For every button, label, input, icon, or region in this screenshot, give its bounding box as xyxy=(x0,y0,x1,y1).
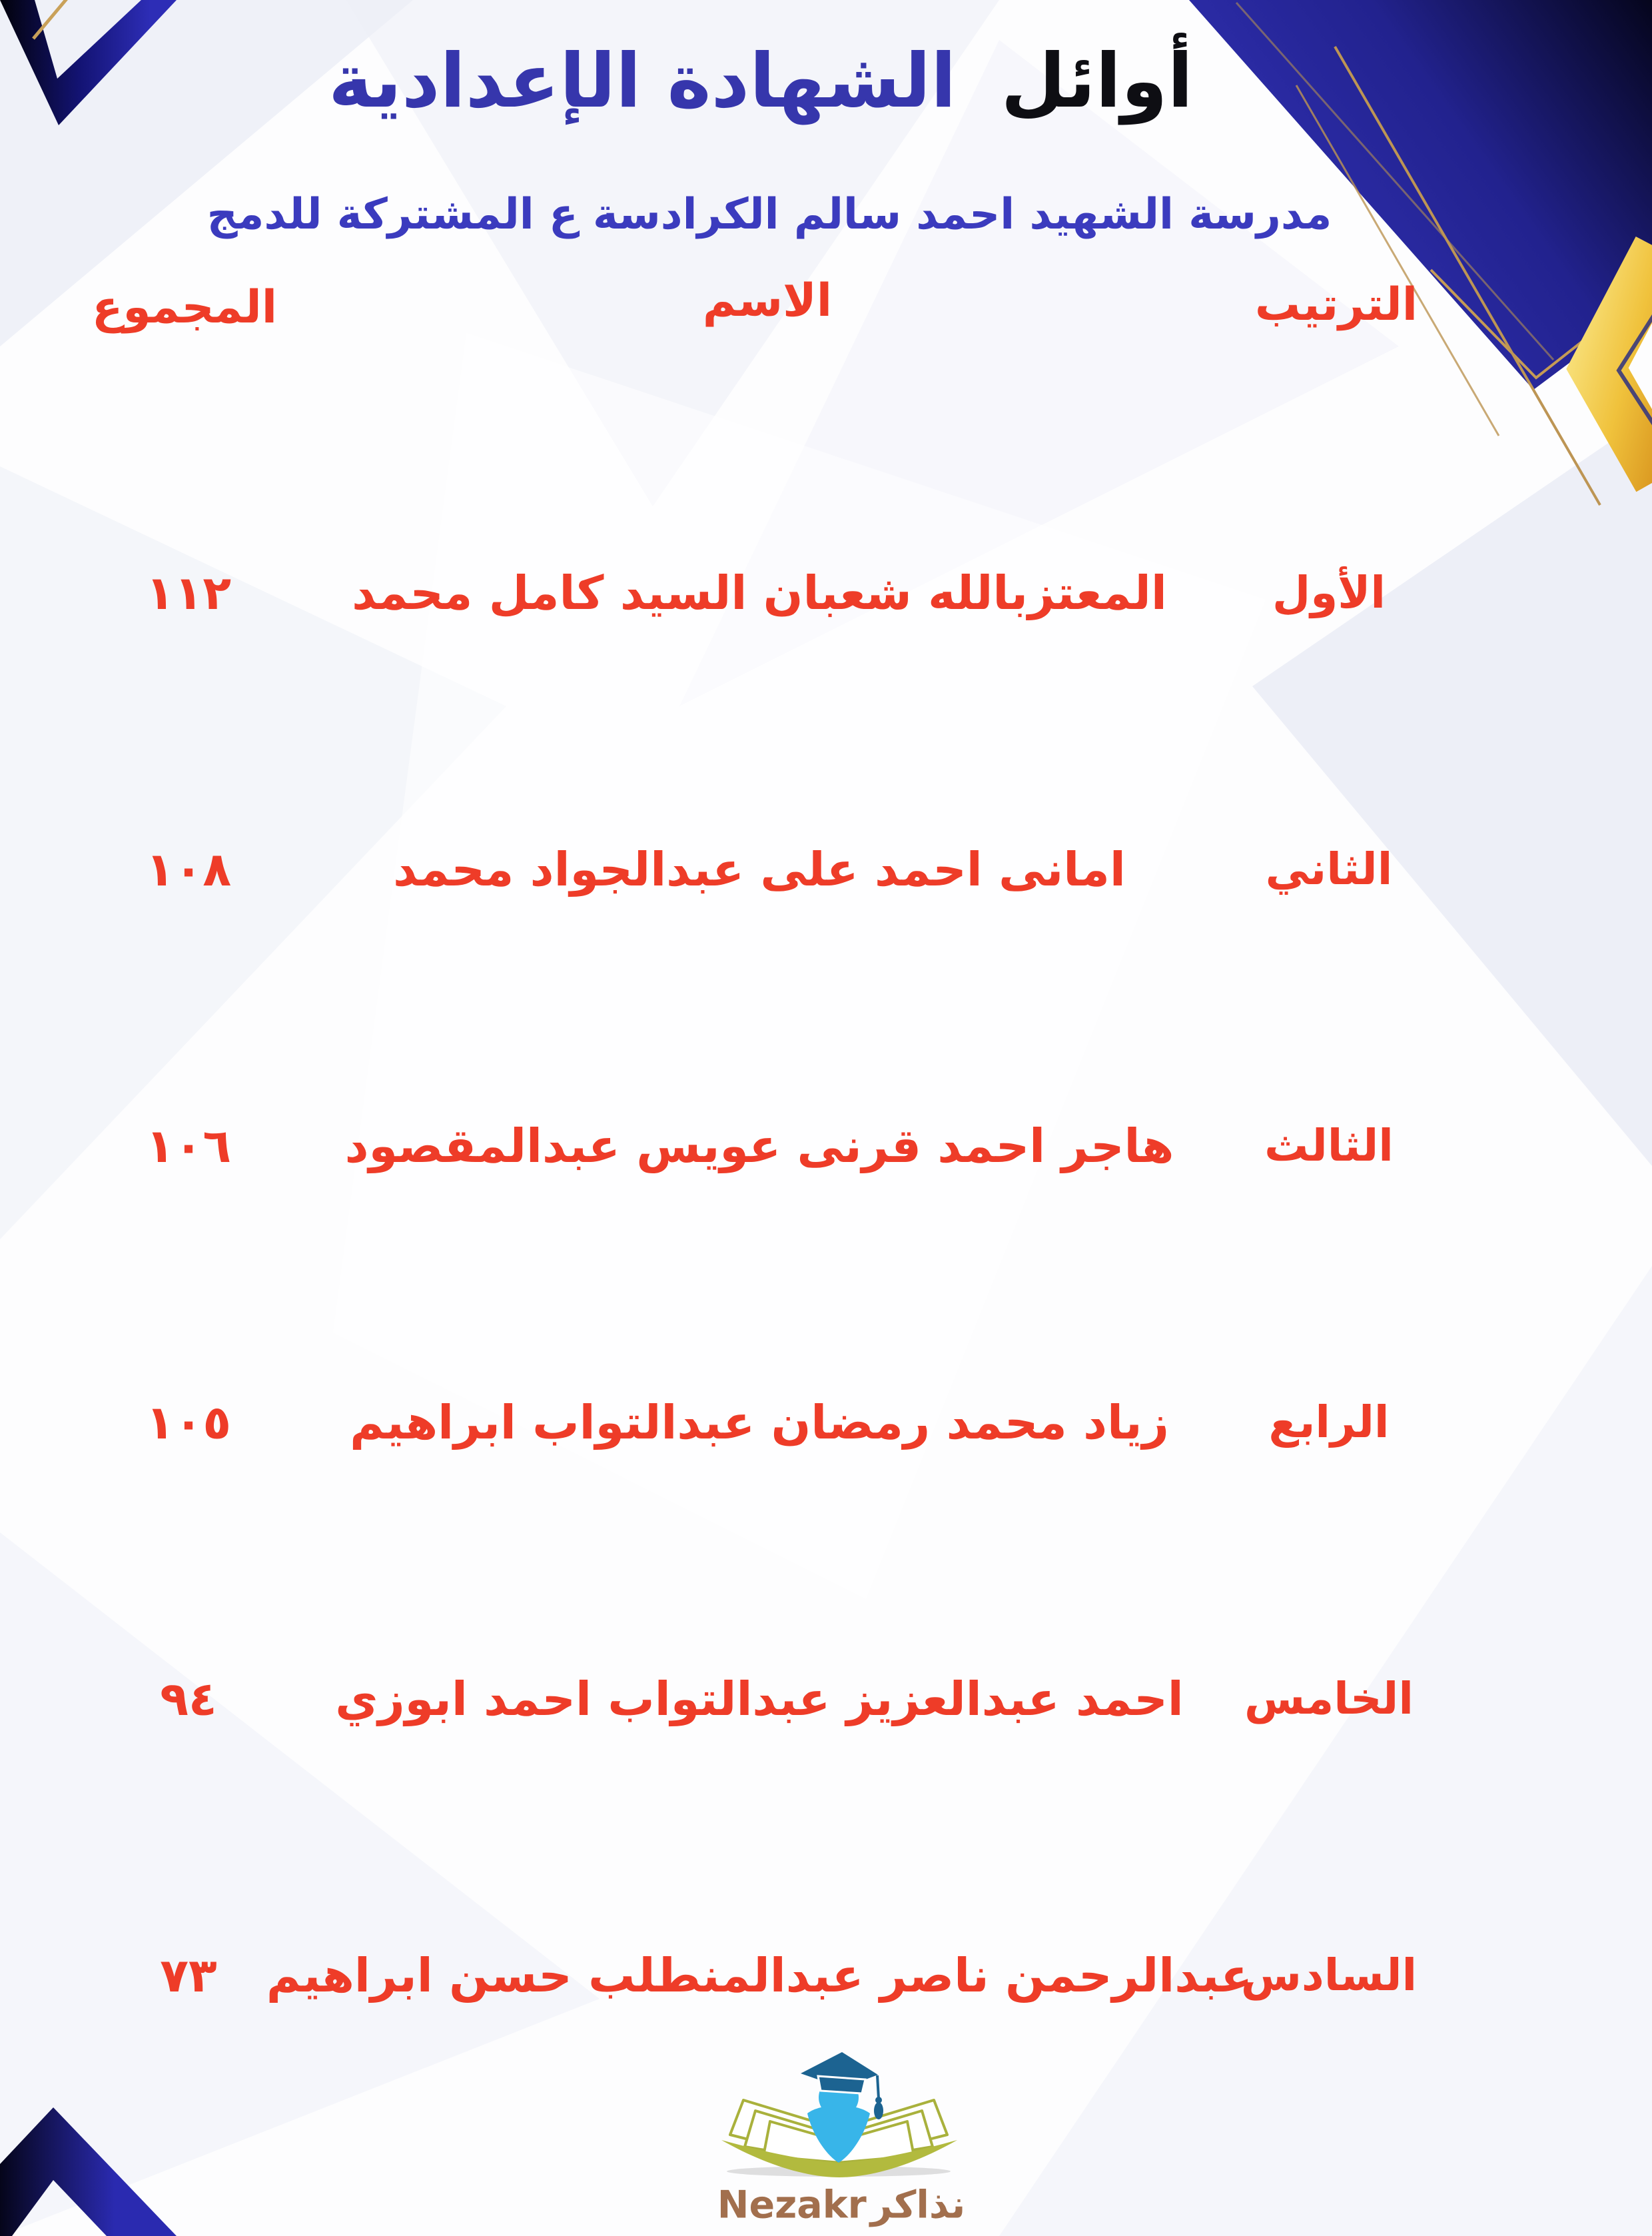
total-cell: ٩٤ xyxy=(160,1672,217,1726)
total-cell: ٧٣ xyxy=(160,1948,217,2003)
name-cell: المعتزبالله شعبان السيد كامل محمد xyxy=(352,566,1167,620)
name-cell: احمد عبدالعزيز عبدالتواب احمد ابوزي xyxy=(335,1672,1184,1726)
total-cell: ١١٢ xyxy=(145,566,232,620)
logo-wordmark xyxy=(717,2183,966,2227)
logo-text-latin: Nezakr xyxy=(717,2183,867,2227)
rank-cell: الأول xyxy=(1272,567,1386,618)
school-name: مدرسة الشهيد احمد سالم الكرادسة ع المشتركة للدمج xyxy=(206,190,1332,239)
column-header-name: الاسم xyxy=(702,275,833,327)
name-cell: هاجر احمد قرنى عويس عبدالمقصود xyxy=(344,1119,1174,1173)
name-cell: امانى احمد على عبدالجواد محمد xyxy=(393,842,1126,897)
name-cell: عبدالرحمن ناصر عبدالمنطلب حسن ابراهيم xyxy=(266,1948,1253,2003)
rank-cell: الثاني xyxy=(1265,843,1393,895)
total-cell: ١٠٨ xyxy=(145,842,232,897)
title-word-secondary: الشهادة الإعدادية xyxy=(328,38,957,125)
cap-tassel xyxy=(874,2102,883,2119)
name-cell: زياد محمد رمضان عبدالتواب ابراهيم xyxy=(350,1395,1169,1450)
background-facet xyxy=(1252,413,1652,1171)
rank-cell: الرابع xyxy=(1268,1397,1390,1448)
total-cell: ١٠٦ xyxy=(145,1119,232,1173)
column-header-rank: الترتيب xyxy=(1254,279,1418,331)
total-cell: ١٠٥ xyxy=(145,1395,232,1450)
title-word-primary: أوائل xyxy=(1001,38,1193,125)
cap-tassel-cord xyxy=(877,2075,879,2099)
background-facet xyxy=(0,1532,600,2236)
cap-band xyxy=(818,2076,865,2093)
page-title xyxy=(328,38,1193,125)
rank-cell: السادس xyxy=(1240,1950,1418,2001)
nezakr-logo xyxy=(721,2052,957,2177)
rank-cell: الخامس xyxy=(1244,1673,1414,1724)
rank-cell: الثالث xyxy=(1264,1120,1394,1171)
logo-text-arabic: نذاكر xyxy=(870,2183,966,2227)
column-header-total: المجموع xyxy=(91,281,278,334)
